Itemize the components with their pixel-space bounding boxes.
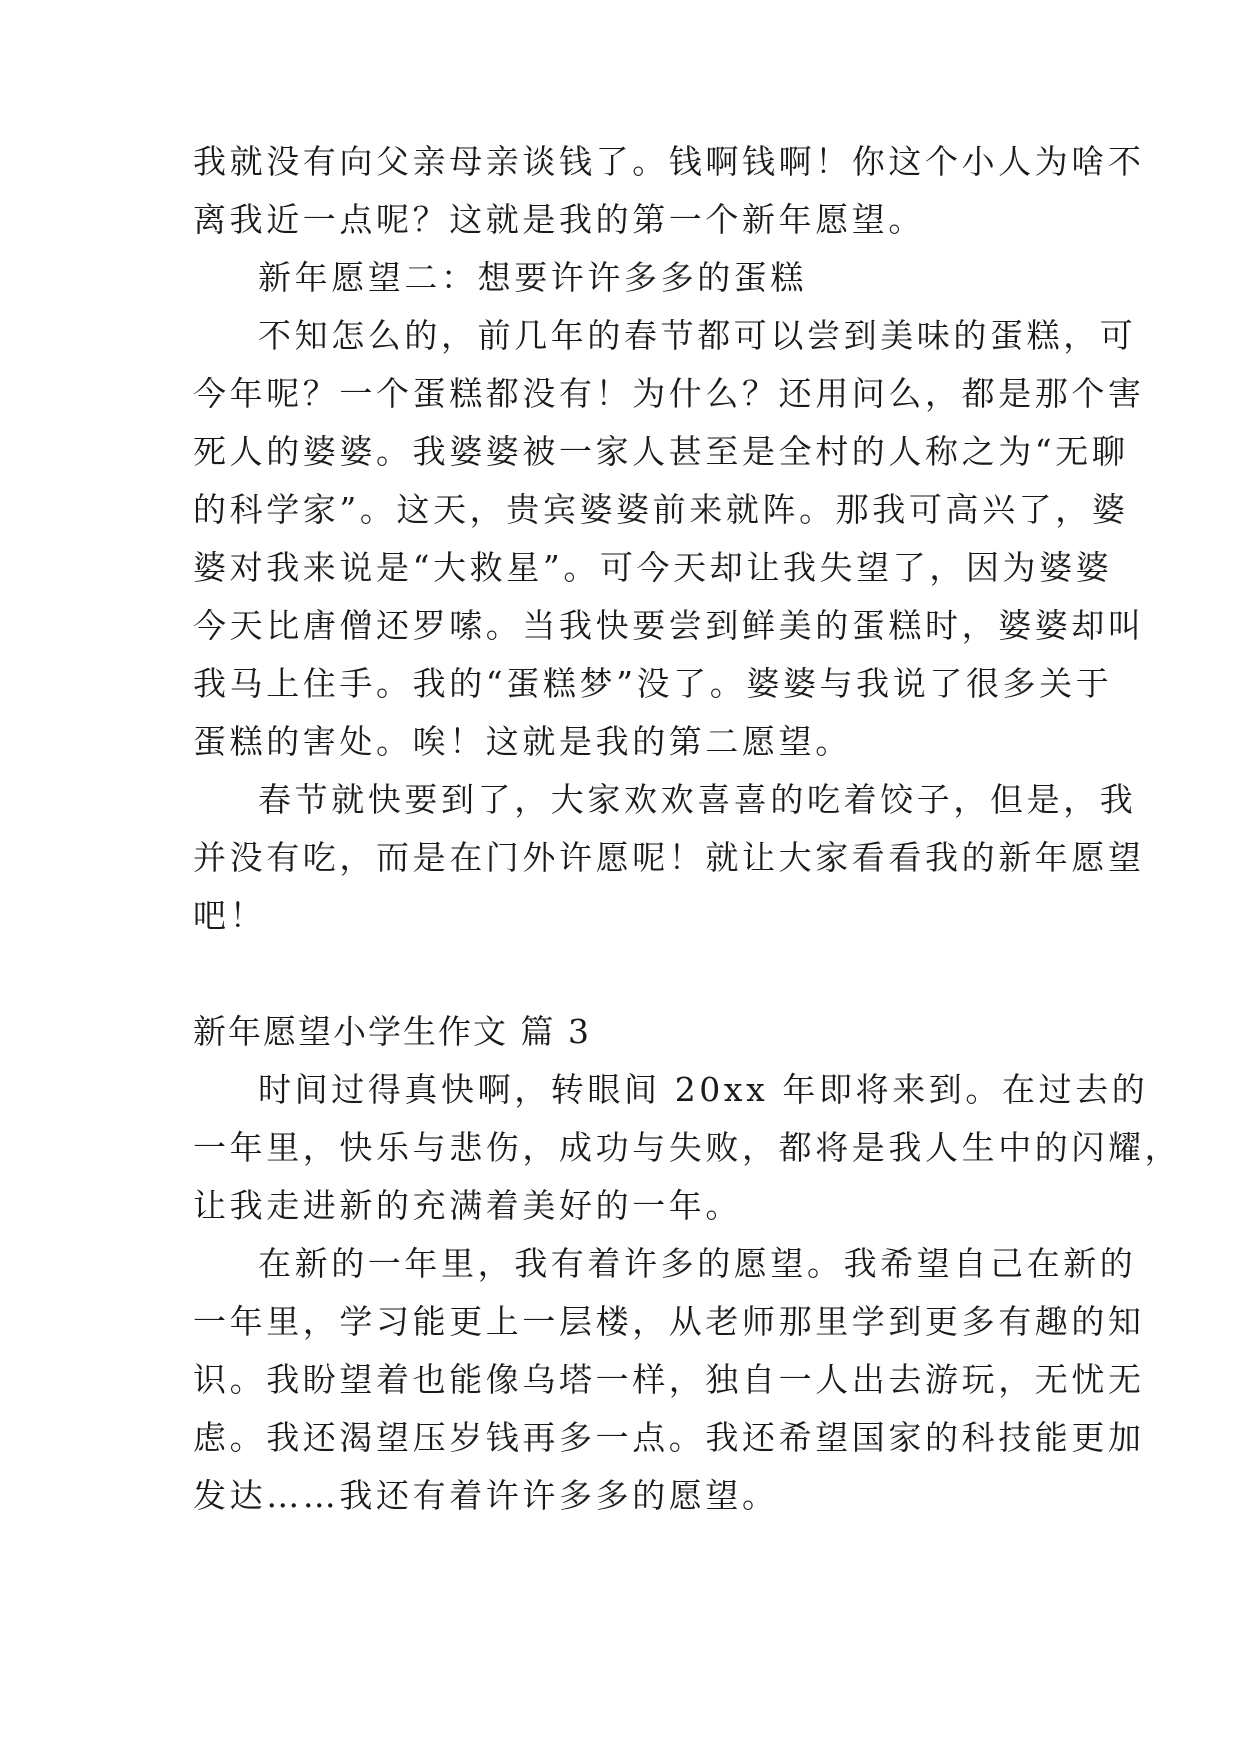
body-text-line: 死人的婆婆。我婆婆被一家人甚至是全村的人称之为“无聊 — [193, 432, 1129, 471]
paragraph-first-line: 不知怎么的，前几年的春节都可以尝到美味的蛋糕，可 — [258, 316, 1137, 355]
body-text-line: 婆对我来说是“大救星”。可今天却让我失望了，因为婆婆 — [193, 548, 1113, 587]
body-text-line: 虑。我还渴望压岁钱再多一点。我还希望国家的科技能更加 — [193, 1418, 1145, 1457]
body-text-line: 识。我盼望着也能像乌塔一样，独自一人出去游玩，无忧无 — [193, 1360, 1145, 1399]
body-text-line: 我马上住手。我的“蛋糕梦”没了。婆婆与我说了很多关于 — [193, 664, 1113, 703]
body-text-line: 并没有吃，而是在门外许愿呢！就让大家看看我的新年愿望 — [193, 838, 1145, 877]
paragraph-first-line: 时间过得真快啊，转眼间 20xx 年即将来到。在过去的 — [258, 1070, 1149, 1109]
section-heading: 新年愿望小学生作文 篇 3 — [193, 1012, 591, 1051]
body-text-line: 蛋糕的害处。唉！这就是我的第二愿望。 — [193, 722, 852, 761]
section-subheading: 新年愿望二：想要许许多多的蛋糕 — [258, 258, 807, 297]
paragraph-first-line: 春节就快要到了，大家欢欢喜喜的吃着饺子，但是，我 — [258, 780, 1137, 819]
body-text-line: 让我走进新的充满着美好的一年。 — [193, 1186, 742, 1225]
body-text-line: 一年里，学习能更上一层楼，从老师那里学到更多有趣的知 — [193, 1302, 1145, 1341]
body-text-line: 一年里，快乐与悲伤，成功与失败，都将是我人生中的闪耀， — [193, 1128, 1182, 1167]
body-text-line: 吧！ — [193, 896, 267, 935]
body-text-line: 今年呢？一个蛋糕都没有！为什么？还用问么，都是那个害 — [193, 374, 1145, 413]
body-text-line: 的科学家”。这天，贵宾婆婆前来就阵。那我可高兴了，婆 — [193, 490, 1129, 529]
body-text-line: 我就没有向父亲母亲谈钱了。钱啊钱啊！你这个小人为啥不 — [193, 142, 1145, 181]
body-text-line: 今天比唐僧还罗嗦。当我快要尝到鲜美的蛋糕时，婆婆却叫 — [193, 606, 1145, 645]
paragraph-first-line: 在新的一年里，我有着许多的愿望。我希望自己在新的 — [258, 1244, 1137, 1283]
body-text-line: 离我近一点呢？这就是我的第一个新年愿望。 — [193, 200, 925, 239]
body-text-line: 发达……我还有着许许多多的愿望。 — [193, 1476, 779, 1515]
